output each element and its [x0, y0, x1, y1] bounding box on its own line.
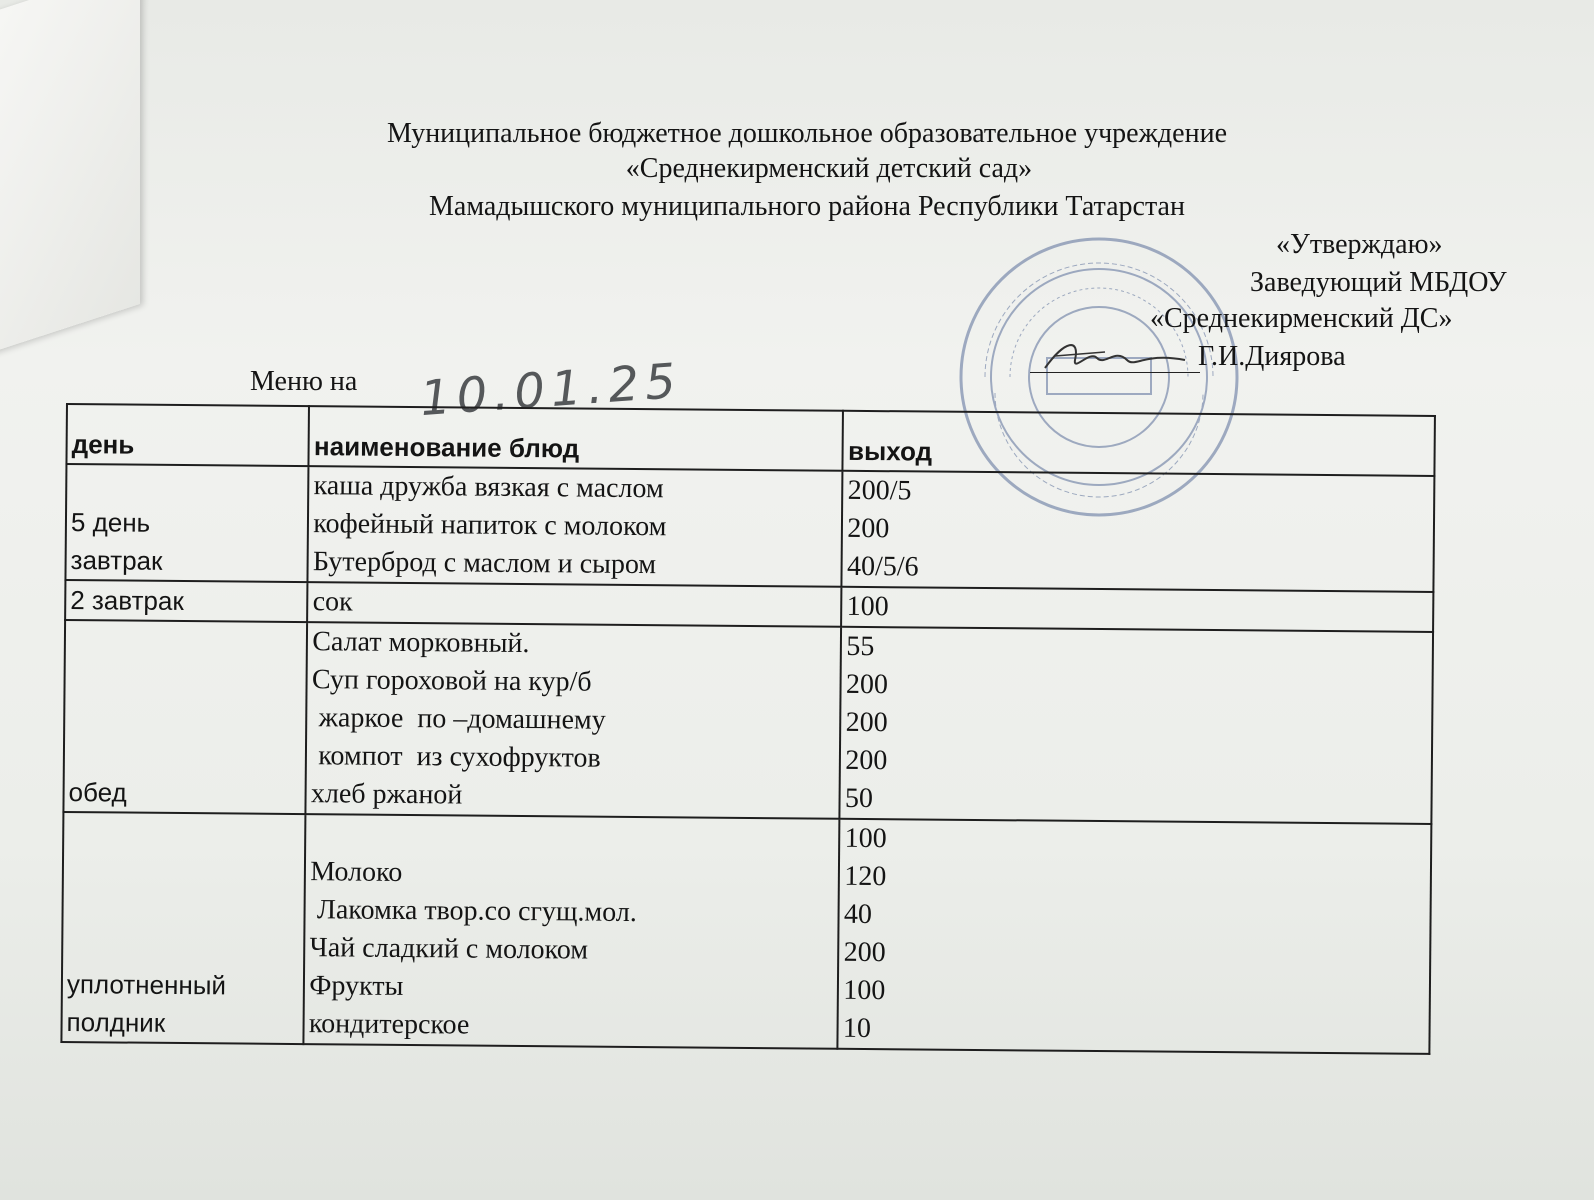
portion-output-value: 40 [843, 898, 873, 931]
dish-name: Бутерброд с маслом и сыром [312, 546, 657, 581]
portion-output-value: 100 [843, 974, 886, 1007]
portion-output-value: 40/5/6 [846, 550, 919, 583]
menu-table [60, 403, 1436, 1055]
dish-name: сок [312, 586, 353, 618]
approver-name: Г.И.Диярова [1198, 341, 1346, 372]
dish-names-cell [306, 622, 842, 819]
dish-name: Молоко [310, 856, 403, 888]
portion-output-value: 200 [845, 668, 889, 701]
dish-name: кофейный напиток с молоком [313, 508, 667, 543]
portion-output-value: 10 [842, 1012, 872, 1045]
meal-day-label: полдник [66, 1007, 166, 1038]
meal-day-cell [65, 580, 308, 622]
portion-output-value: 200 [845, 744, 888, 777]
column-header-dish: наименование блюд [309, 406, 844, 471]
portion-output-value: 120 [844, 860, 887, 893]
portion-output-value: 200/5 [847, 474, 912, 507]
table-row [61, 812, 1431, 1054]
dish-name: жаркое по –домашнему [311, 702, 606, 736]
meal-day-label: 2 завтрак [70, 585, 184, 617]
dish-name: компот из сухофруктов [311, 740, 601, 774]
approver-organization: «Среднекирменский ДС» [1150, 303, 1453, 334]
approver-position: Заведующий МБДОУ [1250, 267, 1507, 298]
dish-name: кондитерское [308, 1008, 470, 1041]
portion-output-cell [840, 627, 1433, 824]
dish-name: Салат морковный. [312, 626, 530, 660]
dish-names-cell [307, 582, 841, 627]
portion-output-cell [841, 587, 1433, 632]
portion-output-value: 100 [844, 822, 887, 855]
portion-output-value: 100 [846, 590, 889, 623]
dish-name [310, 815, 834, 858]
portion-output-value: 200 [845, 706, 888, 739]
institution-district-line: Мамадышского муниципального района Республики Татарстан [429, 191, 1185, 222]
dish-name: Лакомка твор.со сгущ.мол. [309, 894, 637, 929]
column-header-day: день [66, 404, 309, 466]
portion-output-value: 50 [844, 782, 874, 815]
meal-day-label: обед [68, 777, 127, 808]
dish-name: хлеб ржаной [310, 778, 463, 811]
dish-names-cell [304, 814, 840, 1049]
column-header-output: выход [843, 411, 1435, 476]
meal-day-cell [61, 812, 305, 1044]
dish-name: Чай сладкий с молоком [309, 932, 589, 966]
meal-day-label: уплотненный [66, 969, 227, 1001]
portion-output-value: 55 [846, 630, 875, 663]
meal-day-cell [63, 620, 307, 814]
dish-names-cell [308, 466, 843, 587]
dish-name: Фрукты [309, 970, 404, 1002]
meal-day-cell [65, 464, 308, 582]
dish-name: каша дружба вязкая с маслом [313, 470, 664, 505]
meal-day-label: завтрак [70, 545, 163, 576]
table-row [65, 464, 1434, 592]
handwritten-signature [1035, 330, 1195, 380]
portion-output-value: 200 [847, 512, 890, 545]
menu-date-label: Меню на [250, 366, 358, 397]
portion-output-cell [842, 471, 1435, 592]
portion-output-cell [838, 819, 1432, 1054]
table-row [63, 620, 1433, 824]
handwritten-date: 10.01.25 [418, 352, 684, 428]
meal-day-label: 5 день [70, 507, 151, 538]
portion-output-value: 200 [843, 936, 886, 969]
institution-name-line2: «Среднекирменский детский сад» [625, 153, 1033, 184]
institution-name-line1: Муниципальное бюджетное дошкольное образовательное учреждение [387, 118, 1227, 149]
dish-name: Суп гороховой на кур/б [311, 664, 592, 698]
approval-title: «Утверждаю» [1276, 229, 1443, 260]
